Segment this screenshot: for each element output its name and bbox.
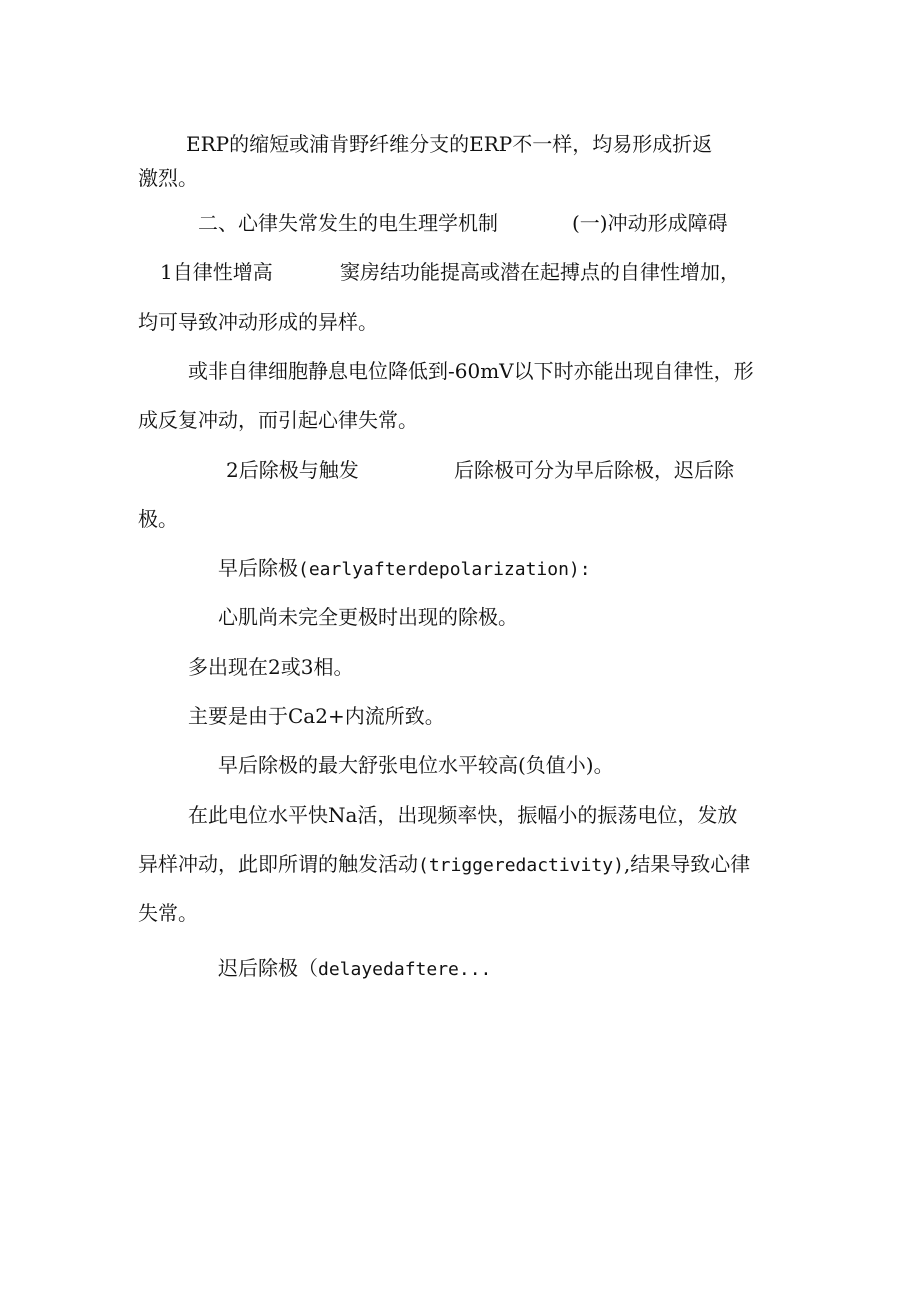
ead-definition-heading [218,555,591,581]
triggered-activity-term: (triggeredactivity) [418,855,624,876]
paragraph-9-line-2-start: 异样冲动，此即所谓的触发活动 [138,852,418,876]
ead-prefix: 早后除极 [218,556,298,580]
cause-note: 主要是由于Ca2+内流所致。 [188,704,445,728]
max-potential-note: 早后除极的最大舒张电位水平较高(负值小)。 [218,753,614,777]
paragraph-9-line-1: 在此电位水平快Na活，出现频率快，振幅小的振荡电位，发放 [188,803,738,827]
dad-term: delayedaftere... [318,959,492,980]
subheading-1-text-line-1: 窦房结功能提高或潜在起搏点的自律性增加， [340,260,740,284]
subheading-2-label: 2后除极与触发 [226,458,359,482]
paragraph-9-line-3: 失常。 [138,901,198,925]
paragraph-3-line-1: 或非自律细胞静息电位降低到-60mV以下时亦能出现自律性，形 [188,359,754,383]
subheading-1-label: 1自律性增高 [160,260,273,284]
subheading-2-text-line-1: 后除极可分为早后除极，迟后除 [454,458,734,482]
paragraph-3-line-2: 成反复冲动，而引起心律失常。 [138,408,418,432]
ead-definition: 心肌尚未完全更极时出现的除极。 [218,605,518,629]
paragraph-9-line-2-end: ,结果导致心律 [623,852,751,876]
subsection-heading: (一)冲动形成障碍 [572,211,728,235]
dad-heading [218,955,491,981]
subheading-1-text-line-2: 均可导致冲动形成的异样。 [138,310,378,334]
subheading-2-text-line-2: 极。 [138,507,178,531]
dad-prefix: 迟后除极（ [218,956,318,980]
phase-note: 多出现在2或3相。 [188,655,354,679]
section-heading: 二、心律失常发生的电生理学机制 [198,211,498,235]
paragraph-1-line-1: ERP的缩短或浦肯野纤维分支的ERP不一样，均易形成折返 [186,132,713,156]
paragraph-1-line-2: 激烈。 [138,166,198,190]
ead-term: (earlyafterdepolarization): [298,559,591,580]
paragraph-9-line-2 [138,851,750,877]
